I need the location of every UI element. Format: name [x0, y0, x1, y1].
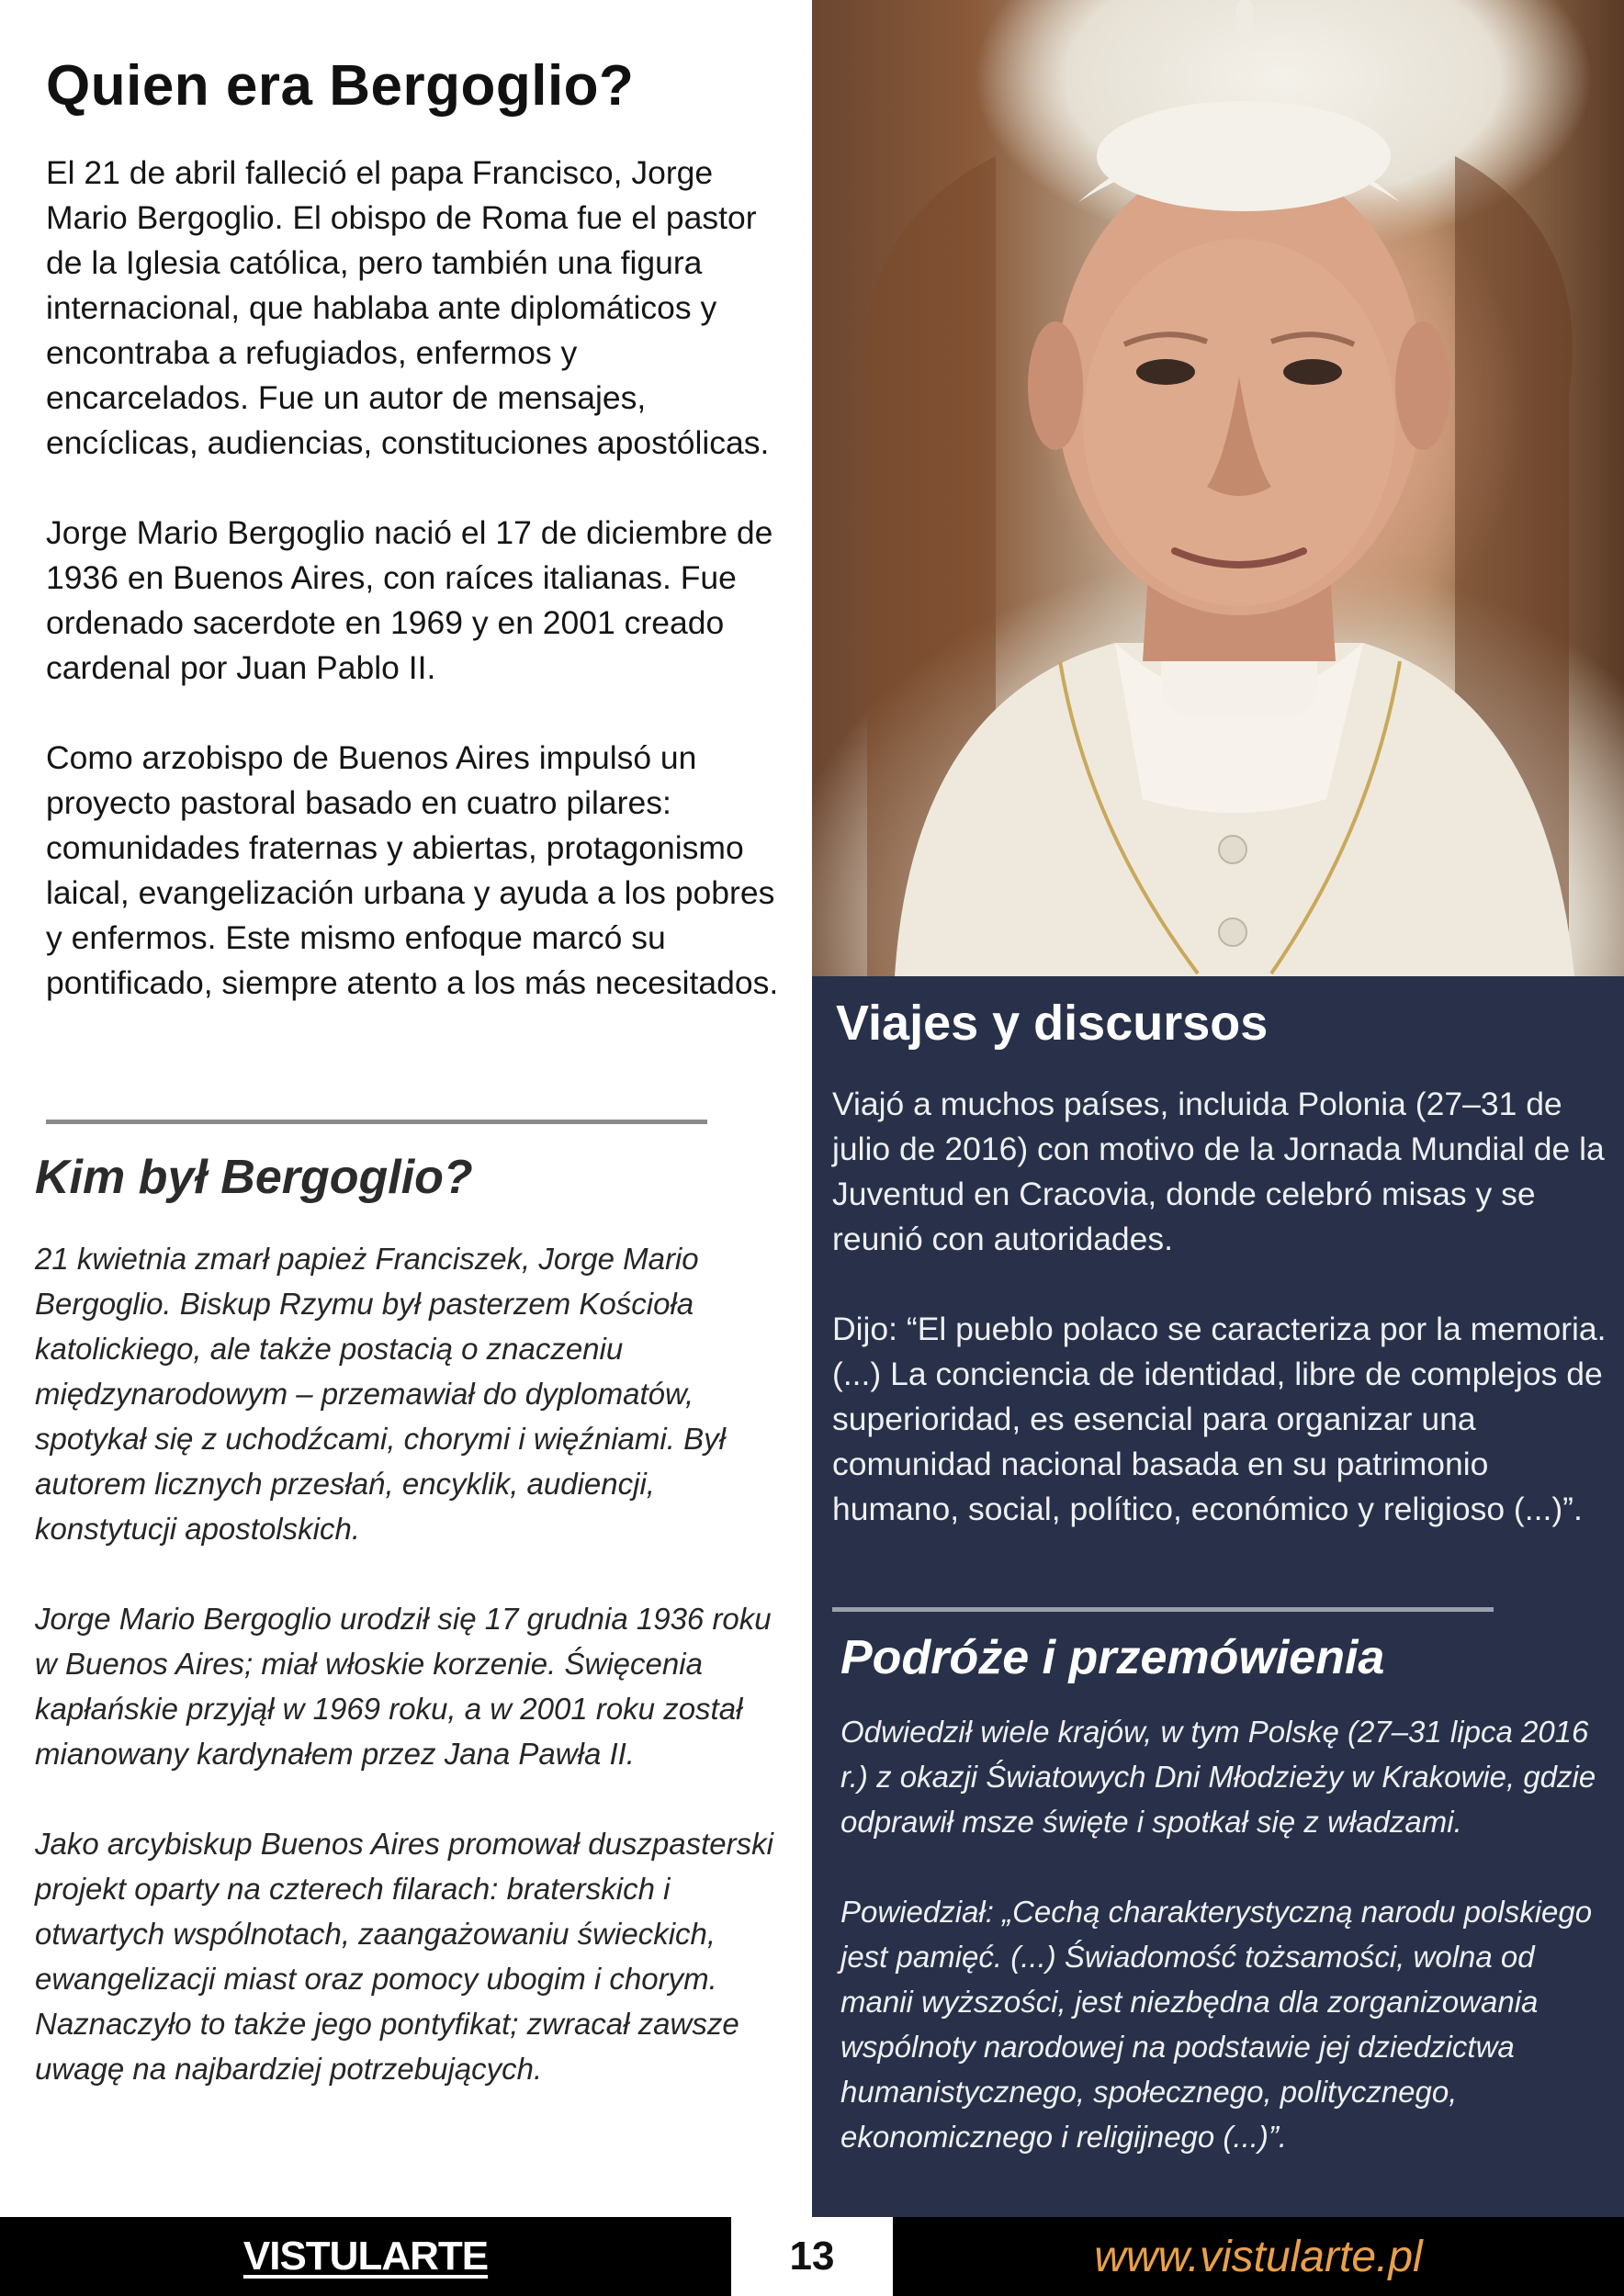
- paragraph: Viajó a muchos países, incluida Polonia (27–31 de julio de 2016) con motivo de la Jornada Mundial de la Juventud en Cracovia, donde celebró misas y se reunió con autoridades.: [832, 1086, 1605, 1257]
- paragraph: 21 kwietnia zmarł papież Franciszek, Jorge Mario Bergoglio. Biskup Rzymu był pasterzem Kościoła katolickiego, ale także postacią o znaczeniu międzynarodowym – przemawiał do dyplomatów, spotykał się z uchodźcami, chorymi i więźniami. Był autorem licznych przesłań, encyklik, audiencji, konstytucji apostolskich.: [35, 1242, 726, 1546]
- paragraph: El 21 de abril falleció el papa Francisco, Jorge Mario Bergoglio. El obispo de Roma fue el pastor de la Iglesia católica, pero también una figura internacional, que hablaba ante diplomáticos y encontraba a refugiados, enfermos y encarcelados. Fue un autor de mensajes, encíclicas, audiencias, constituciones apostólicas.: [46, 154, 770, 461]
- paragraph: Powiedział: „Cechą charakterystyczną narodu polskiego jest pamięć. (...) Świadomość tożsamości, wolna od manii wyższości, jest niezbędna dla zorganizowania wspólnoty narodowej na podstawie jej dziedzictwa humanistycznego, społecznego, politycznego, ekonomicznego i religijnego (...)”.: [840, 1895, 1593, 2154]
- portrait-illustration: [812, 0, 1624, 976]
- travels-polish-text: [840, 1709, 1612, 2204]
- spanish-biography: [46, 151, 781, 1051]
- polish-title: Kim był Bergoglio?: [35, 1151, 473, 1204]
- url-text[interactable]: www.vistularte.pl: [1094, 2232, 1423, 2281]
- logo-text: VISTULARTE: [242, 2234, 489, 2279]
- website-url[interactable]: [893, 2217, 1624, 2296]
- portrait-photo: [812, 0, 1624, 976]
- travels-panel: [812, 976, 1624, 2217]
- travels-polish-title: Podróże i przemówienia: [840, 1631, 1385, 1684]
- page-title: Quien era Bergoglio?: [46, 54, 635, 118]
- page-number-box: [731, 2217, 893, 2296]
- paragraph: Dijo: “El pueblo polaco se caracteriza por la memoria. (...) La conciencia de identidad, libre de complejos de superioridad, es esencial para organizar una comunidad nacional basada en su patrimonio humano, social, político, económico y religioso (...)”.: [832, 1311, 1607, 1527]
- footer: [0, 2217, 1624, 2296]
- travels-spanish-text: [832, 1082, 1613, 1577]
- polish-biography: [35, 1236, 788, 2136]
- paragraph: Jako arcybiskup Buenos Aires promował duszpasterski projekt oparty na czterech filarach: braterskich i otwartych wspólnotach, zaangażowaniu świeckich, ewangelizacji miast oraz pomocy ubogim i chorym. Naznaczyło to także jego pontyfikat; zwracał zawsze uwagę na najbardziej potrzebujących.: [35, 1827, 773, 2086]
- vistularte-logo: [0, 2217, 731, 2296]
- paragraph: Odwiedził wiele krajów, w tym Polskę (27–31 lipca 2016 r.) z okazji Światowych Dni Młodzieży w Krakowie, gdzie odprawił msze święte i spotkał się z władzami.: [840, 1715, 1596, 1839]
- paragraph: Como arzobispo de Buenos Aires impulsó un proyecto pastoral basado en cuatro pilares: comunidades fraternas y abiertas, protagonismo laical, evangelización urbana y ayuda a los pobres y enfermos. Este mismo enfoque marcó su pontificado, siempre atento a los más necesitados.: [46, 739, 779, 1001]
- left-column: [0, 0, 812, 2217]
- paragraph: Jorge Mario Bergoglio urodził się 17 grudnia 1936 roku w Buenos Aires; miał włoskie korzenie. Święcenia kapłańskie przyjął w 1969 roku, a w 2001 roku został mianowany kardynałem przez Jana Pawła II.: [35, 1602, 772, 1771]
- divider: [832, 1607, 1494, 1612]
- divider: [46, 1120, 707, 1124]
- travels-title: Viajes y discursos: [836, 996, 1269, 1051]
- page-number: 13: [789, 2234, 835, 2279]
- paragraph: Jorge Mario Bergoglio nació el 17 de diciembre de 1936 en Buenos Aires, con raíces italianas. Fue ordenado sacerdote en 1969 y en 2001 creado cardenal por Juan Pablo II.: [46, 514, 773, 686]
